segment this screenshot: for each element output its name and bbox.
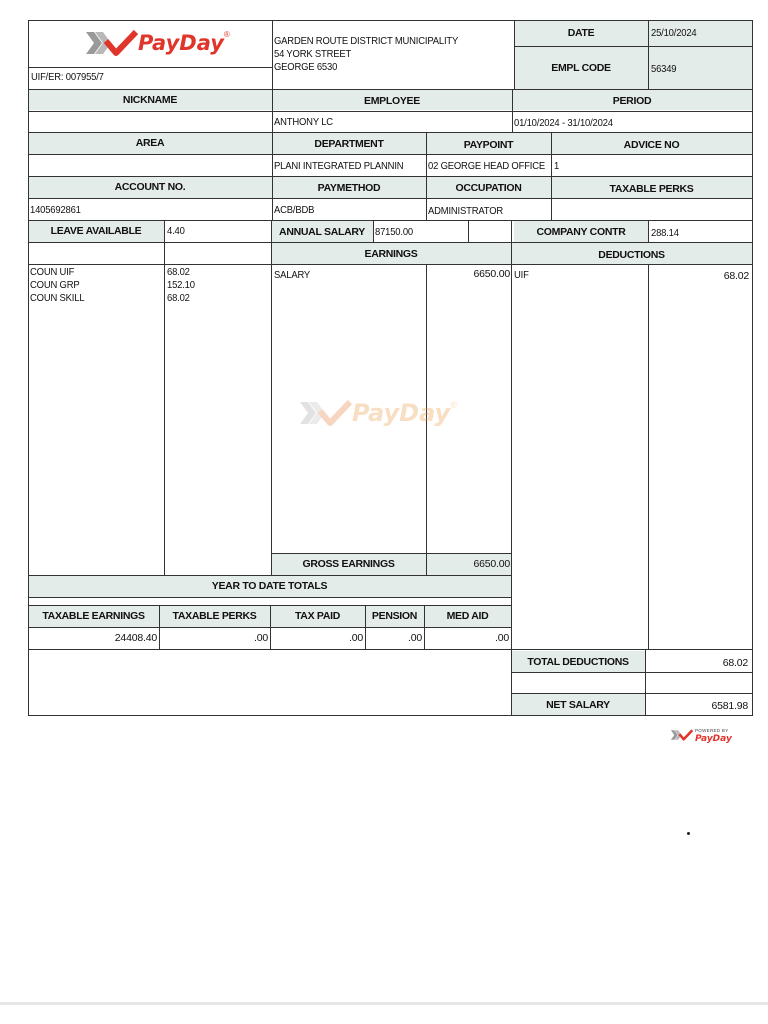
deductions-header: DEDUCTIONS (598, 249, 665, 261)
employee-value: ANTHONY LC (274, 116, 333, 128)
occupation-value: ADMINISTRATOR (428, 205, 504, 217)
date-value: 25/10/2024 (651, 27, 697, 39)
contributions-names (30, 266, 84, 305)
rule (645, 649, 646, 716)
deduction-name: UIF (514, 269, 529, 281)
rule (28, 715, 752, 716)
period-label: PERIOD (612, 95, 652, 107)
net-salary-label: NET SALARY (546, 699, 610, 711)
employer-name: GARDEN ROUTE DISTRICT MUNICIPALITY (274, 35, 459, 47)
powered-by-text (695, 727, 732, 743)
rule (468, 220, 469, 243)
period-value: 01/10/2024 - 31/10/2024 (514, 117, 613, 129)
uif-er-number: UIF/ER: 007955/7 (31, 71, 104, 83)
ytd-tax-paid-label: TAX PAID (294, 610, 341, 622)
paymethod-value: ACB/BDB (274, 204, 315, 216)
rule (164, 220, 165, 576)
employer-town: GEORGE 6530 (274, 61, 338, 73)
rule (28, 154, 752, 155)
occupation-label: OCCUPATION (455, 182, 522, 194)
rule (752, 20, 753, 716)
ytd-pension-label: PENSION (371, 610, 418, 622)
rule (28, 575, 511, 576)
payday-check-icon (670, 727, 694, 743)
rule (28, 220, 752, 221)
ytd-pension-value: .00 (408, 632, 422, 644)
ytd-taxable-earnings-label: TAXABLE EARNINGS (42, 610, 145, 622)
list-item-amount: 68.02 (167, 292, 190, 304)
rule (28, 111, 752, 112)
ytd-taxable-earnings-value: 24408.40 (114, 632, 157, 644)
taxable-perks-label: TAXABLE PERKS (609, 183, 694, 195)
total-deductions-value: 68.02 (722, 657, 748, 669)
paypoint-value: 02 GEORGE HEAD OFFICE (428, 160, 545, 172)
employer-address (274, 35, 458, 74)
annual-salary-label: ANNUAL SALARY (279, 226, 365, 238)
ytd-title: YEAR TO DATE TOTALS (211, 580, 328, 592)
logo-wordmark: PayDay (138, 31, 224, 55)
rule (28, 132, 752, 133)
rule (28, 89, 752, 90)
deduction-amount: 68.02 (723, 270, 749, 282)
total-deductions-label: TOTAL DEDUCTIONS (527, 656, 629, 668)
date-label: DATE (567, 27, 595, 39)
payday-check-icon (298, 398, 354, 428)
rule (648, 20, 649, 90)
ytd-taxable-perks-value: .00 (254, 632, 268, 644)
scan-speck (687, 832, 690, 835)
employer-street: 54 YORK STREET (274, 48, 352, 60)
gross-earnings-label: GROSS EARNINGS (302, 558, 395, 570)
employee-label: EMPLOYEE (364, 95, 420, 107)
rule (28, 264, 752, 265)
watermark-wordmark: PayDay (352, 399, 451, 427)
registered-mark: ® (450, 400, 457, 410)
registered-mark: ® (223, 30, 230, 39)
rule (511, 672, 752, 673)
company-contr-label: COMPANY CONTR (536, 226, 626, 238)
account-no-label: ACCOUNT NO. (114, 181, 186, 193)
leave-available-value: 4.40 (167, 225, 185, 237)
department-label: DEPARTMENT (314, 138, 384, 150)
rule (28, 67, 272, 68)
rule (648, 264, 649, 650)
advice-no-label: ADVICE NO (623, 139, 680, 151)
rule (28, 20, 752, 21)
account-no-value: 1405692861 (30, 204, 81, 216)
earnings-header: EARNINGS (364, 248, 418, 260)
list-item-amount: 152.10 (167, 279, 195, 291)
rule (511, 220, 512, 716)
area-label: AREA (135, 137, 165, 149)
empl-code-label: EMPL CODE (551, 62, 611, 74)
leave-available-label: LEAVE AVAILABLE (50, 225, 142, 237)
scan-edge (0, 1002, 768, 1005)
ytd-tax-paid-value: .00 (349, 632, 363, 644)
ytd-taxable-perks-label: TAXABLE PERKS (172, 610, 257, 622)
empl-code-value: 56349 (651, 63, 677, 75)
paypoint-label: PAYPOINT (463, 139, 514, 151)
rule (272, 20, 273, 90)
advice-no-value: 1 (554, 160, 560, 172)
ytd-med-aid-label: MED AID (446, 610, 489, 622)
list-item: COUN SKILL (30, 292, 85, 304)
rule (514, 46, 752, 47)
net-salary-value: 6581.98 (711, 700, 748, 712)
rule (373, 220, 374, 243)
list-item: COUN UIF (30, 266, 75, 278)
payday-watermark (298, 396, 457, 430)
list-item: COUN GRP (30, 279, 80, 291)
earning-amount: 6650.00 (473, 268, 510, 280)
paymethod-label: PAYMETHOD (317, 182, 381, 194)
rule (28, 176, 752, 177)
list-item-amount: 68.02 (167, 266, 190, 278)
ytd-med-aid-value: .00 (495, 632, 509, 644)
rule (28, 597, 511, 598)
earning-name: SALARY (274, 269, 311, 281)
rule (511, 693, 752, 694)
powered-by-caption: POWERED BY (695, 728, 729, 733)
powered-by-wordmark: PayDay (695, 734, 732, 744)
nickname-label: NICKNAME (122, 94, 178, 106)
gross-earnings-value: 6650.00 (473, 558, 510, 570)
rule (271, 220, 272, 576)
rule (648, 220, 649, 243)
powered-by-logo (670, 726, 732, 744)
annual-salary-value: 87150.00 (375, 226, 413, 238)
company-contr-value: 288.14 (651, 227, 679, 239)
payday-check-icon (84, 28, 140, 58)
department-value: PLANI INTEGRATED PLANNIN (274, 160, 404, 172)
contributions-amounts (167, 266, 195, 305)
rule (28, 242, 752, 243)
rule (28, 198, 752, 199)
rule (28, 649, 752, 650)
rule (271, 553, 511, 554)
payday-logo (84, 26, 230, 60)
